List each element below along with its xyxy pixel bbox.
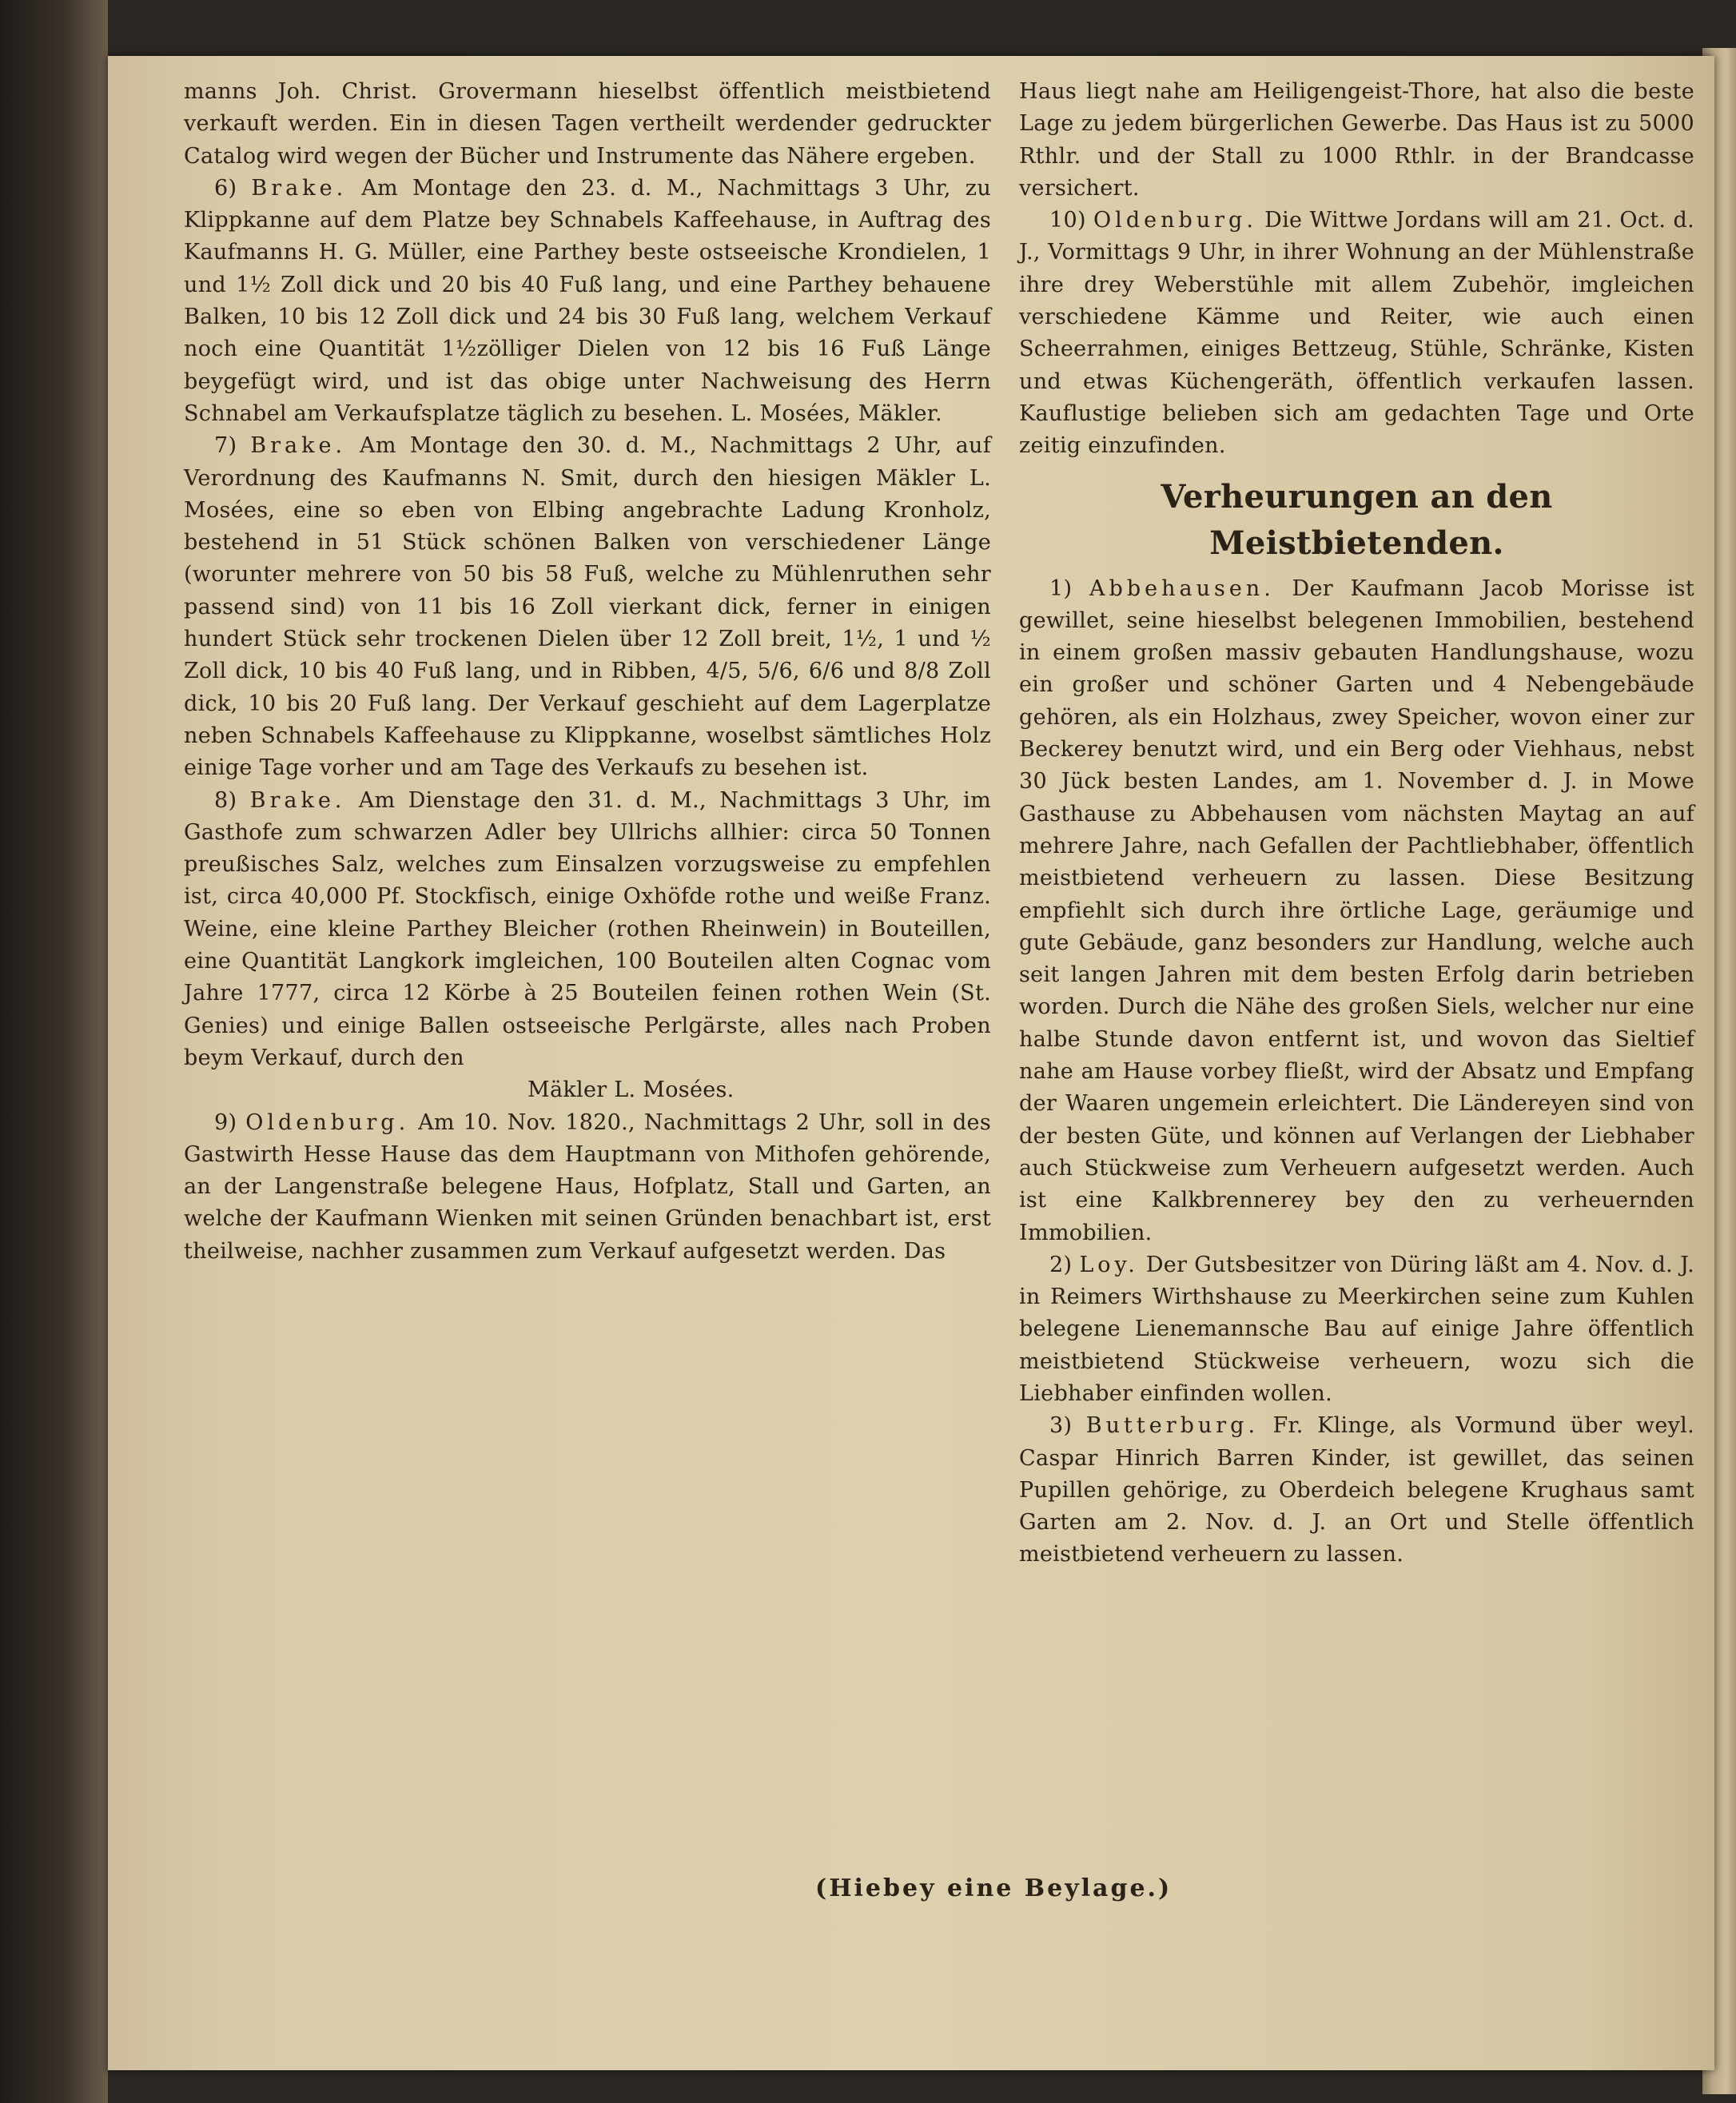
announcement-text: Der Gutsbesitzer von Düring läßt am 4. Nov. d. J. in Reimers Wirthshause zu Meerkirchen seine zum Kuhlen belegene Lienemannsche Bau auf einige Jahre öffentlich meistbietend Stückweise verheuern, wozu sich die Liebhaber einfinden wollen. xyxy=(1019,1252,1694,1406)
place-name: Loy. xyxy=(1079,1252,1139,1277)
paragraph-continued: Haus liegt nahe am Heiligengeist-Thore, hat also die beste Lage zu jedem bürgerlichen Gewerbe. Das Haus ist zu 5000 Rthlr. und der Stall zu 1000 Rthlr. in der Brandcasse versichert. xyxy=(1019,79,1694,201)
announcement-text: Am Dienstage den 31. d. M., Nachmittags 3 Uhr, im Gasthofe zum schwarzen Adler bey Ullrichs allhier: circa 50 Tonnen preußisches Salz, welches zum Einsalzen vorzugsweise zu empfehlen ist, circa 40,000 Pf. Stockfisch, einige Oxhöfde rothe und weiße Franz. Weine, eine kleine Parthey Bleicher (rothen Rheinwein) in Bouteillen, eine Quantität Langkork imgleichen, 100 Bouteilen alten Cognac vom Jahre 1777, circa 12 Körbe à 25 Bouteilen feinen rothen Wein (St. Genies) und einige Ballen ostseeische Perlgärste, alles nach Proben beym Verkauf, durch den xyxy=(184,787,991,1070)
announcement-number: 8) xyxy=(214,787,237,813)
right-column xyxy=(1019,76,1694,1571)
announcement-10 xyxy=(1019,205,1694,462)
announcement-text: Der Kaufmann Jacob Morisse ist gewillet, seine hieselbst belegenen Immobilien, bestehend in einem großen massiv gebauten Handlungshause, wozu ein großer und schöner Garten und 4 Nebengebäude gehören, als ein Holzhaus, zwey Speicher, wovon einer zur Beckerey benutzt wird, und ein Berg oder Viehhaus, nebst 30 Jück besten Landes, am 1. November d. J. in Mowe Gasthause zu Abbehausen vom nächsten Maytag an auf mehrere Jahre, nach Gefallen der Pachtliebhaber, öffentlich meistbietend verheuern zu lassen. Diese Besitzung empfiehlt sich durch ihre örtliche Lage, geräumige und gute Gebäude, ganz besonders zur Handlung, welche auch seit langen Jahren mit dem besten Erfolg darin betrieben worden. Durch die Nähe des großen Siels, welcher nur eine halbe Stunde davon entfernt ist, und wovon das Sieltief nahe am Hause vorbey fließt, wird der Absatz und Empfang der Waaren ungemein erleichtert. Die Ländereyen sind von der besten Güte, und können auf Verlangen der Liebhaber auch Stückweise zum Verheuern aufgesetzt werden. Auch ist eine Kalkbrennerey bey den zu verheuernden Immobilien. xyxy=(1019,576,1694,1245)
left-column xyxy=(184,76,991,1268)
announcement-number: 2) xyxy=(1049,1252,1073,1277)
announcement-text: Am Montage den 30. d. M., Nachmittags 2 Uhr, auf Verordnung des Kaufmanns N. Smit, durch den hiesigen Mäkler L. Mosées, eine so eben von Elbing angebrachte Ladung Kronholz, bestehend in 51 Stück schönen Balken von verschiedener Länge (worunter mehrere von 50 bis 58 Fuß, welche zu Mühlenruthen sehr passend sind) von 11 bis 16 Zoll vierkant dick, ferner in einigen hundert Stück sehr trockenen Dielen über 12 Zoll breit, 1½, 1 und ½ Zoll dick, 10 bis 40 Fuß lang, und in Ribben, 4/5, 5/6, 6/6 und 8/8 Zoll dick, 10 bis 20 Fuß lang. Der Verkauf geschieht auf dem Lagerplatze neben Schnabels Kaffeehause zu Klippkanne, woselbst sämtliches Holz einige Tage vorher und am Tage des Verkaufs zu besehen ist. xyxy=(184,433,991,781)
announcement-7 xyxy=(184,430,991,784)
place-name: Brake. xyxy=(250,433,347,459)
announcement-number: 1) xyxy=(1049,576,1073,601)
announcement-number: 7) xyxy=(214,433,237,459)
signature: L. Mosées, Mäkler. xyxy=(731,400,942,426)
announcement-9 xyxy=(184,1107,991,1268)
announcement-text: Die Wittwe Jordans will am 21. Oct. d. J., Vormittags 9 Uhr, in ihrer Wohnung an der Mühlenstraße ihre drey Weberstühle mit allem Zubehör, imgleichen verschiedene Kämme und Reiter, wie auch einen Scheerrahmen, einiges Bettzeug, Stühle, Schränke, Kisten und etwas Küchengeräth, öffentlich verkaufen lassen. Kauflustige belieben sich am gedachten Tage und Orte zeitig einzufinden. xyxy=(1019,208,1694,459)
announcement-number: 3) xyxy=(1049,1413,1073,1439)
announcement-number: 6) xyxy=(214,175,237,201)
place-name: Brake. xyxy=(249,787,346,813)
announcement-text: Am 10. Nov. 1820., Nachmittags 2 Uhr, soll in des Gastwirth Hesse Hause das dem Hauptmann von Mithofen gehörende, an der Langenstraße belegene Haus, Hofplatz, Stall und Garten, an welche der Kaufmann Wienken mit seinen Gründen benachbart ist, erst theilweise, nachher zusammen zum Verkauf aufgesetzt werden. Das xyxy=(184,1109,991,1264)
announcement-text: Fr. Klinge, als Vormund über weyl. Caspar Hinrich Barren Kinder, ist gewillet, das seinen Pupillen gehörige, zu Oberdeich belegene Krughaus samt Garten am 2. Nov. d. J. an Ort und Stelle öffentlich meistbietend verheuern zu lassen. xyxy=(1019,1413,1694,1567)
place-name: Abbehausen. xyxy=(1089,576,1275,601)
rental-2 xyxy=(1019,1249,1694,1410)
signature: Mäkler L. Mosées. xyxy=(528,1077,735,1103)
place-name: Oldenburg. xyxy=(245,1109,410,1135)
section-heading: Verheurungen an den Meistbietenden. xyxy=(1161,477,1553,562)
place-name: Brake. xyxy=(251,175,348,201)
rental-3 xyxy=(1019,1410,1694,1571)
place-name: Oldenburg. xyxy=(1093,208,1257,233)
supplement-note: (Hiebey eine Beylage.) xyxy=(815,1874,1173,1902)
rental-1 xyxy=(1019,573,1694,1249)
announcement-number: 9) xyxy=(214,1109,237,1135)
paragraph-continued: manns Joh. Christ. Grovermann hieselbst öffentlich meistbietend verkauft werden. Ein in diesen Tagen vertheilt werdender gedruckter Catalog wird wegen der Bücher und Instrumente das Nähere ergeben. xyxy=(184,79,991,169)
announcement-text: Am Montage den 23. d. M., Nachmittags 3 Uhr, zu Klippkanne auf dem Platze bey Schnabels Kaffeehause, in Auftrag des Kaufmanns H. G. Müller, eine Parthey beste ostseeische Krondielen, 1 und 1½ Zoll dick und 20 bis 40 Fuß lang, und eine Parthey behauene Balken, 10 bis 12 Zoll dick und 24 bis 30 Fuß lang, welchem Verkauf noch eine Quantität 1½zölliger Dielen von 12 bis 16 Fuß Länge beygefügt wird, und ist das obige unter Nachweisung des Herrn Schnabel am Verkaufsplatze täglich zu besehen. xyxy=(184,175,992,426)
place-name: Butterburg. xyxy=(1085,1413,1260,1439)
book-gutter-shadow xyxy=(0,0,108,2103)
announcement-6 xyxy=(184,173,991,430)
announcement-8 xyxy=(184,785,991,1075)
announcement-number: 10) xyxy=(1049,208,1086,233)
